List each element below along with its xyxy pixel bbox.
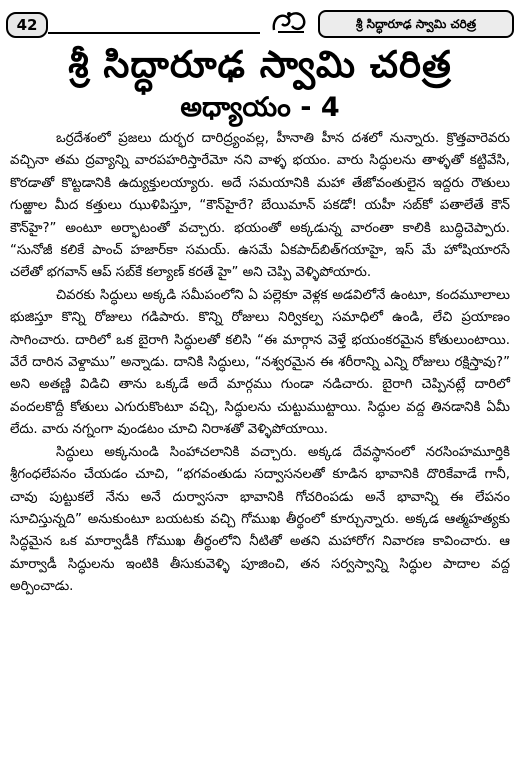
page-title: శ్రీ సిద్ధారూఢ స్వామి చరిత్ర (68, 43, 452, 86)
paragraph: చివరకు సిద్ధులు అక్కడి సమీపంలోని ఏ పల్లెకూ వెళ్లక అడవిలోనే ఉంటూ, కందమూలాలు భుజిస్తూ కొన్ని రోజులు గడిపారు. కొన్ని రోజులు నిర్వికల్ప సమాధిలో ఉండి, లేచి ప్రయాణం సాగించారు. దారిలో ఒక బైరాగి సిద్ధులతో కలిసి “ఈ మార్గాన వెళ్తే భయంకరమైన కోతులుంటాయి. వేరే దారిన వెళ్దాము” అన్నాడు. దానికి సిద్ధులు, “నశ్వరమైన ఈ శరీరాన్ని ఎన్ని రోజులు రక్షిస్తావు?” అని అతణ్ణి విడిచి తాను ఒక్కడే అదే మార్గము గుండా నడిచారు. బైరాగి చెప్పినట్లే దారిలో వందలకొద్దీ కోతులు ఎగురుకొంటూ వచ్చి, సిద్ధులను చుట్టుముట్టాయి. సిద్ధుల వద్ద తినడానికి ఏమీ లేదు. వారు నగ్నంగా వుండటం చూచి నిరాశతో వెళ్ళిపోయాయి. (10, 287, 510, 438)
running-title: శ్రీ సిద్ధారూఢ స్వామి చరిత్ర (318, 10, 514, 38)
page-number: 42 (6, 12, 48, 38)
page-header (6, 6, 512, 40)
header-rule (48, 32, 260, 34)
paragraph: ఒర్రదేశంలో ప్రజలు దుర్భర దారిద్ర్యంవల్ల, హీనాతి హీన దశలో నున్నారు. క్రొత్తవారెవరు వచ్చినా తమ ద్రవ్యాన్ని వారపహరిస్తారేమో నని వాళ్ళ భయం. వారు సిద్ధులను తాళ్ళతో కట్టివేసి, కొరడాతో కొట్టడానికి ఉద్యుక్తులయ్యారు. అదే సమయానికి మహా తేజోవంతులైన ఇద్దరు రౌతులు గుఱ్ఱాల మీద కత్తులు ఝుళిపిస్తూ, “కౌన్‌హైరే? బేయిమాన్ పకడో! యహీ సబ్‌కో పతాలేతే కౌన్ కౌన్‌హై?” అంటూ అర్భాటంతో వచ్చారు. భయంతో అక్కడున్న వారంతా కాలికి బుద్ధిచెప్పారు. “సునోజీ కలికే పాంచ్ హజార్‌కా సమయ్. ఉసమే ఏకపాద్‌బిత్‌గయాహై, ఇస్ మే హోషియారసే చలేతో భగవాన్ ఆప్ సబ్‌కే కల్యాణ్ కరతే హై” అని చెప్పి వెళ్ళిపోయారు. (10, 131, 510, 281)
paragraph: సిద్ధులు అక్కనుండి సింహాచలానికి వచ్చారు. అక్కడ దేవస్థానంలో నరసింహమూర్తికి శ్రీగంధలేపనం చేయడం చూచి, “భగవంతుడు సద్వాసనలతో కూడిన భావానికి దొరికేవాడే గానీ, చావు పుట్టుకలే నేను అనే దుర్వాసనా భావానికి గోచరింపడు అనే భావాన్ని ఈ లేపనం సూచిస్తున్నది” అనుకుంటూ బయటకు వచ్చి గోముఖ తీర్థంలో కూర్చున్నారు. అక్కడ ఆత్మహత్యకు సిద్ధమైన ఒక మార్వాడీకి గోముఖ తీర్థంలోని నీటితో అతని మహారోగ నివారణ కావించారు. ఆ మార్వాడీ సిద్ధులను ఇంటికి తీసుకువెళ్ళి పూజించి, తన సర్వస్వాన్ని సిద్ధుల పాదాల వద్ద అర్పించాడు. (10, 444, 510, 595)
ornamental-logo-icon (268, 8, 310, 36)
body-text (10, 128, 510, 599)
chapter-heading: అధ్యాయం - 4 (180, 92, 340, 123)
